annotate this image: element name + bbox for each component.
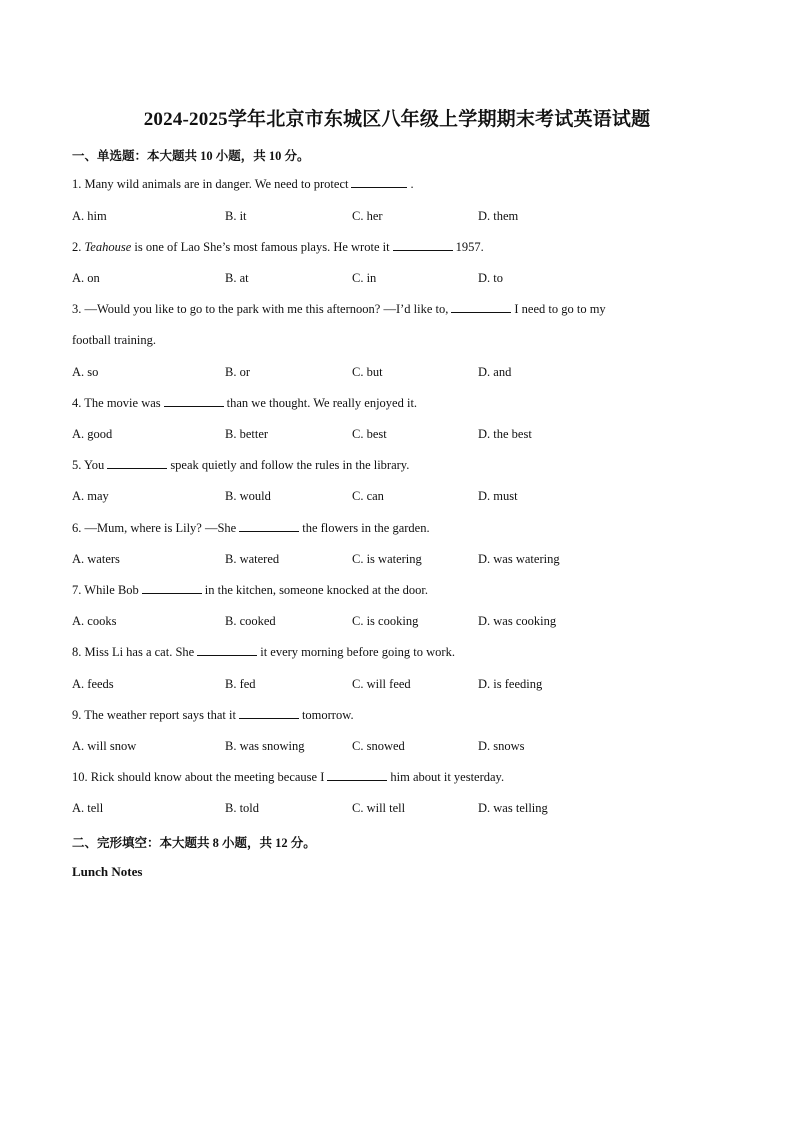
option-d: D. and (478, 365, 512, 379)
option-c: C. in (352, 271, 377, 285)
question-10 (72, 770, 504, 785)
option-b: B. would (225, 489, 271, 503)
option-d: D. was cooking (478, 614, 557, 628)
question-text: 6. —Mum, where is Lily? —She (72, 521, 237, 535)
answer-blank (451, 302, 511, 313)
answer-blank (239, 708, 299, 719)
question-2 (72, 240, 484, 255)
option-d: D. is feeding (478, 677, 543, 691)
question-text-after: the flowers in the garden. (302, 521, 430, 535)
question-text-after: it every morning before going to work. (260, 645, 455, 659)
option-c: C. snowed (352, 739, 405, 753)
option-a: A. tell (72, 801, 104, 815)
option-b: B. better (225, 427, 269, 441)
option-b: B. it (225, 209, 247, 223)
options-2 (72, 271, 692, 289)
option-b: B. watered (225, 552, 280, 566)
option-b: B. fed (225, 677, 256, 691)
option-b: B. told (225, 801, 260, 815)
option-a: A. feeds (72, 677, 114, 691)
option-d: D. was watering (478, 552, 560, 566)
question-text: 10. Rick should know about the meeting because I (72, 770, 325, 784)
question-text: 4. The movie was (72, 396, 161, 410)
question-1 (72, 177, 414, 192)
answer-blank (393, 240, 453, 251)
option-b: B. at (225, 271, 249, 285)
option-c: C. is watering (352, 552, 422, 566)
option-d: D. to (478, 271, 503, 285)
answer-blank (142, 583, 202, 594)
option-c: C. will feed (352, 677, 411, 691)
section-heading-single-choice: 一、单选题：本大题共 10 小题，共 10 分。 (72, 149, 310, 163)
options-7 (72, 614, 692, 632)
question-3 (72, 302, 606, 317)
option-d: D. was telling (478, 801, 548, 815)
option-a: A. waters (72, 552, 120, 566)
answer-blank (197, 645, 257, 656)
options-5 (72, 489, 692, 507)
option-c: C. but (352, 365, 383, 379)
option-d: D. must (478, 489, 518, 503)
option-c: C. is cooking (352, 614, 419, 628)
question-text: 5. You (72, 458, 105, 472)
passage-title: Lunch Notes (72, 864, 143, 879)
answer-blank (327, 770, 387, 781)
option-b: B. or (225, 365, 250, 379)
answer-blank (107, 458, 167, 469)
section-heading-cloze: 二、完形填空：本大题共 8 小题，共 12 分。 (72, 836, 316, 850)
option-c: C. her (352, 209, 383, 223)
question-text-after: in the kitchen, someone knocked at the door. (204, 583, 428, 597)
answer-blank (239, 521, 299, 532)
option-a: A. will snow (72, 739, 137, 753)
option-a: A. so (72, 365, 99, 379)
question-6 (72, 521, 430, 536)
question-9 (72, 708, 354, 723)
answer-blank (164, 396, 224, 407)
answer-blank (351, 177, 407, 188)
question-5 (72, 458, 409, 473)
question-text-after: tomorrow. (301, 708, 354, 722)
question-3-line-2: football training. (72, 333, 157, 347)
question-8 (72, 645, 455, 660)
question-text-after: speak quietly and follow the rules in the library. (170, 458, 410, 472)
question-number: 2. (72, 240, 82, 254)
options-1 (72, 209, 692, 227)
option-d: D. snows (478, 739, 525, 753)
question-text: 3. —Would you like to go to the park with me this afternoon? —I’d like to, (72, 302, 449, 316)
question-text: 1. Many wild animals are in danger. We need to protect (72, 177, 349, 191)
option-a: A. on (72, 271, 100, 285)
question-7 (72, 583, 428, 598)
question-text: 7. While Bob (72, 583, 139, 597)
option-d: D. them (478, 209, 519, 223)
options-4 (72, 427, 692, 445)
option-a: A. cooks (72, 614, 117, 628)
question-text: 9. The weather report says that it (72, 708, 236, 722)
question-text-after: than we thought. We really enjoyed it. (226, 396, 418, 410)
question-text: 8. Miss Li has a cat. She (72, 645, 195, 659)
options-6 (72, 552, 692, 570)
question-text-after: 1957. (455, 240, 484, 254)
question-text-after: I need to go to my (514, 302, 606, 316)
option-b: B. cooked (225, 614, 276, 628)
question-text: is one of Lao She’s most famous plays. He wrote it (131, 240, 390, 254)
options-3 (72, 365, 692, 383)
play-title: Teahouse (84, 240, 132, 254)
option-a: A. him (72, 209, 107, 223)
option-a: A. good (72, 427, 113, 441)
question-text-after: him about it yesterday. (390, 770, 505, 784)
page-title: 2024-2025学年北京市东城区八年级上学期期末考试英语试题 (143, 109, 651, 130)
option-c: C. can (352, 489, 384, 503)
options-8 (72, 677, 692, 695)
option-d: D. the best (478, 427, 532, 441)
option-c: C. best (352, 427, 387, 441)
options-10 (72, 801, 692, 819)
question-text-after: . (410, 177, 414, 191)
option-b: B. was snowing (225, 739, 305, 753)
option-a: A. may (72, 489, 109, 503)
option-c: C. will tell (352, 801, 406, 815)
options-9 (72, 739, 692, 757)
question-4 (72, 396, 417, 411)
